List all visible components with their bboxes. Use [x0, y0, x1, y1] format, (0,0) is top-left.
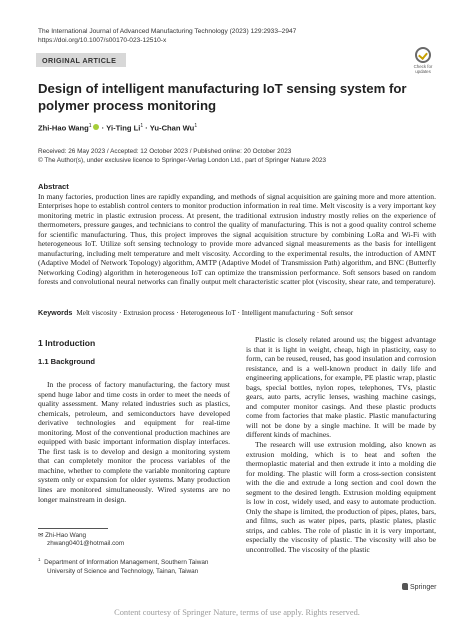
publisher-name: Springer: [410, 584, 437, 591]
author-name[interactable]: Yi-Ting Li: [106, 123, 141, 133]
journal-citation: The International Journal of Advanced Manufacturing Technology (2023) 129:2933–2947: [38, 28, 297, 35]
article-type-badge: ORIGINAL ARTICLE: [36, 53, 126, 67]
corresponding-author: Zhi-Hao Wang: [45, 532, 87, 539]
affiliation-line: Department of Information Management, Southern Taiwan: [44, 559, 209, 567]
check-for-updates-button[interactable]: [410, 47, 436, 74]
subsection-heading-background: 1.1 Background: [38, 357, 95, 366]
affiliation-line: University of Science and Technology, Tainan, Taiwan: [47, 567, 199, 575]
author-affiliation-sup: 1: [88, 123, 92, 129]
keywords-label: Keywords: [38, 308, 73, 317]
keywords: [38, 308, 353, 317]
check-updates-icon: [415, 47, 431, 63]
publication-dates: [38, 148, 326, 165]
publisher-logo: [402, 583, 436, 591]
orcid-icon[interactable]: [93, 124, 99, 130]
paragraph: Plastic is closely related around us; the biggest advantage is that it is light in weight, cheap, high in plasticity, easy to form, can be reused, reused, has good insulation and corrosion resistance, and is a well-known product in daily life and engineering applications, for example, PE plastic wrap, plastic bags, special bottles, nylon ropes, telephones, TVs, plastic gears, auto parts, acrylic lenses, washing machine casings, and computer monitor casings. And these plastic products come from factories that make plastic. Plastic manufacturing will not be done by a single machine. It will be made by different kinds of machines.: [246, 335, 436, 440]
abstract-text: In many factories, production lines are rapidly expanding, and methods of signal acquisition are gaining more and more attention. Enterprises hope to establish control centers to monitor production information in real time. Melt viscosity is a very important key monitoring metric in plastic extrusion process. At present, the traditional extrusion industry mostly relies on the experience of thermometers, pressure gauges, and technicians to control the quality of manufacturing. This is not a good quality control scheme for scientific manufacturing. Thus, this project improves the signal acquisition structure by combining LoRa and Wi-Fi with heterogeneous IoT. Utilize soft sensing technology to provide more advanced signal measurements as the basis for intelligent manufacturing, including melt temperature and melt viscosity. According to the experimental results, the introduction of AMNT (Adaptive Model of Network Topology) algorithm, AMTP (Adaptive Model of Transmission Path) algorithm, and BNC (Butterfly Networking Coding) algorithm in heterogeneous IoT can optimize the transmission performance. Soft sensors based on random forests and convolutional neural networks can finally output melt characteristic scatter plot (viscosity, shear rate, and temperature).: [38, 192, 436, 287]
author-name[interactable]: Yu-Chan Wu: [149, 123, 195, 133]
journal-header: [38, 27, 296, 45]
courtesy-notice: Content courtesy of Springer Nature, terms of use apply. Rights reserved.: [114, 608, 360, 617]
copyright-line: © The Author(s), under exclusive licence to Springer-Verlag London Ltd., part of Springer Nature 2023: [38, 156, 327, 164]
keywords-list: Melt viscosity · Extrusion process · Heterogeneous IoT · Intelligent manufacturing · Soft sensor: [76, 309, 354, 317]
article-title: Design of intelligent manufacturing IoT sensing system for polymer process monitoring: [38, 81, 407, 113]
footnote-divider: [38, 528, 108, 529]
correspondence: [38, 532, 124, 549]
springer-horse-icon: [402, 583, 408, 590]
left-column: [38, 380, 230, 504]
history-dates: Received: 26 May 2023 / Accepted: 12 October 2023 / Published online: 20 October 2023: [38, 148, 292, 155]
author-list: Zhi-Hao Wang$^1$ · Yi-Ting $Li^1$ · Yu-Chan Wu$^1$: [38, 123, 198, 133]
mail-icon: ✉: [38, 532, 44, 539]
doi-link[interactable]: https://doi.org/10.1007/s00170-023-12510-x: [38, 37, 167, 44]
affiliation-sup: 1: [38, 557, 41, 562]
author-affiliation-sup: 1: [140, 123, 144, 129]
affiliation: [38, 556, 208, 576]
section-heading-introduction: 1 Introduction: [38, 338, 96, 348]
paragraph: The research will use extrusion molding, also known as extrusion molding, which is to heat and soften the thermoplastic material and then extrude it into a molding die for molding. The plastic will form a cross-section consistent with the die and extrude a long section and cool down the segment to the desired length. Extrusion molding equipment is low in cost, widely used, and easy to automate production. Only the shape is limited, the production of pipes, plates, bars, and films, such as water pipes, parts, plastic plates, plastic strips, and cables. The role of plastic in it is very important, especially the viscosity of plastic. The viscosity will also be uncontrolled. The viscosity of the plastic: [246, 440, 436, 555]
abstract-heading: Abstract: [38, 182, 69, 191]
right-column: [246, 335, 436, 555]
check-updates-label: Check for updates: [413, 64, 433, 74]
email-link[interactable]: zhwang0401@hotmail.com: [47, 540, 125, 548]
author-affiliation-sup: 1: [194, 123, 198, 129]
author-name[interactable]: Zhi-Hao Wang: [38, 123, 89, 133]
paragraph: In the process of factory manufacturing, the factory must spend huge labor and time costs in order to meet the needs of quality assessment. Many related industries such as plastics, chemicals, petroleum, and semiconductors have developed derivative technologies and equipment for real-time monitoring. Most of the conventional production machines are equipped with basic important information display interfaces. The first task is to develop and design a monitoring system that can completely monitor the process variables of the machine, whether to complete the variable monitoring capture system only or expansion for older systems. Many production lines are monitored simultaneously. Wired systems are no longer mainstream in design.: [38, 380, 230, 504]
